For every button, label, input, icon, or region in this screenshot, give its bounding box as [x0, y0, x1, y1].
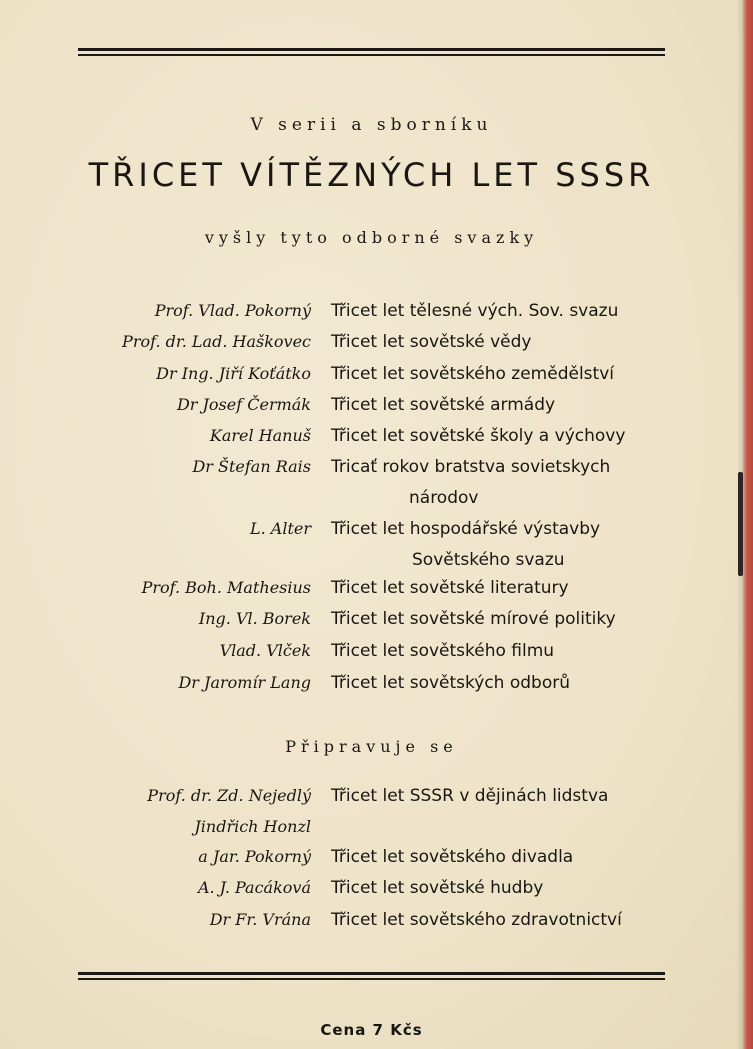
list-item	[0, 331, 743, 361]
entry-title: Třicet let sovětské vědy	[331, 332, 532, 352]
entry-title: Třicet let sovětského filmu	[331, 641, 555, 661]
entry-author: L. Alter	[249, 519, 311, 538]
list-item	[0, 425, 743, 455]
entry-author: A. J. Pacáková	[197, 878, 311, 897]
entry-author: Vlad. Vlček	[219, 641, 311, 660]
entry-author: Ing. Vl. Borek	[198, 609, 311, 628]
back-cover-edge	[743, 0, 753, 1049]
entry-author: Dr Jaromír Lang	[178, 673, 311, 692]
list-item	[0, 518, 743, 580]
entry-title: Třicet let sovětské literatury	[331, 578, 569, 598]
entry-title-continued: Sovětského svazu	[412, 550, 565, 570]
list-item	[0, 877, 743, 907]
entry-author: Dr Ing. Jiří Koťátko	[156, 364, 311, 383]
entry-author: Dr Štefan Rais	[192, 457, 311, 476]
entry-title: Třicet let sovětského zemědělství	[331, 364, 614, 384]
entry-title: Třicet let sovětské školy a výchovy	[331, 426, 626, 446]
list-item	[0, 577, 743, 607]
top-double-rule	[78, 48, 665, 58]
entry-author: a Jar. Pokorný	[198, 847, 311, 866]
entry-author: Dr Josef Čermák	[176, 395, 311, 414]
entry-title: Třicet let sovětského divadla	[331, 847, 574, 867]
entry-author: Prof. dr. Zd. Nejedlý	[147, 786, 311, 805]
entry-title: Třicet let SSSR v dějinách lidstva	[331, 786, 609, 806]
list-item	[0, 456, 743, 518]
list-item	[0, 608, 743, 638]
price: Cena 7 Kčs	[320, 1021, 423, 1039]
entry-author: Dr Fr. Vrána	[209, 910, 311, 929]
entry-title: Třicet let tělesné vých. Sov. svazu	[331, 301, 619, 321]
list-item	[0, 672, 743, 702]
entry-author: Karel Hanuš	[209, 426, 311, 445]
list-item	[0, 846, 743, 876]
series-line: V serii a sborníku	[250, 115, 493, 135]
entry-title: Třicet let sovětských odborů	[331, 673, 570, 693]
bottom-double-rule	[78, 972, 665, 982]
list-item	[0, 816, 743, 846]
list-item	[0, 909, 743, 939]
entry-title: Třicet let sovětské mírové politiky	[331, 609, 616, 629]
entry-author: Jindřich Honzl	[194, 817, 311, 836]
entry-title: Třicet let sovětské armády	[331, 395, 556, 415]
entry-title: Třicet let hospodářské výstavby	[331, 519, 601, 539]
list-item	[0, 363, 743, 393]
entry-title: Tricať rokov bratstva sovietskych	[331, 457, 611, 477]
list-item	[0, 640, 743, 670]
entry-title: Třicet let sovětské hudby	[331, 878, 544, 898]
published-subtitle: vyšly tyto odborné svazky	[204, 228, 539, 247]
entry-title-continued: národov	[409, 488, 479, 508]
entry-author: Prof. Boh. Mathesius	[141, 578, 311, 597]
entry-title: Třicet let sovětského zdravotnictví	[331, 910, 622, 930]
upcoming-heading: Připravuje se	[285, 737, 458, 756]
list-item	[0, 785, 743, 815]
list-item	[0, 394, 743, 424]
list-item	[0, 300, 743, 330]
entry-author: Prof. dr. Lad. Haškovec	[122, 332, 311, 351]
main-title: TŘICET VÍTĚZNÝCH LET SSSR	[88, 156, 655, 194]
entry-author: Prof. Vlad. Pokorný	[154, 301, 311, 320]
